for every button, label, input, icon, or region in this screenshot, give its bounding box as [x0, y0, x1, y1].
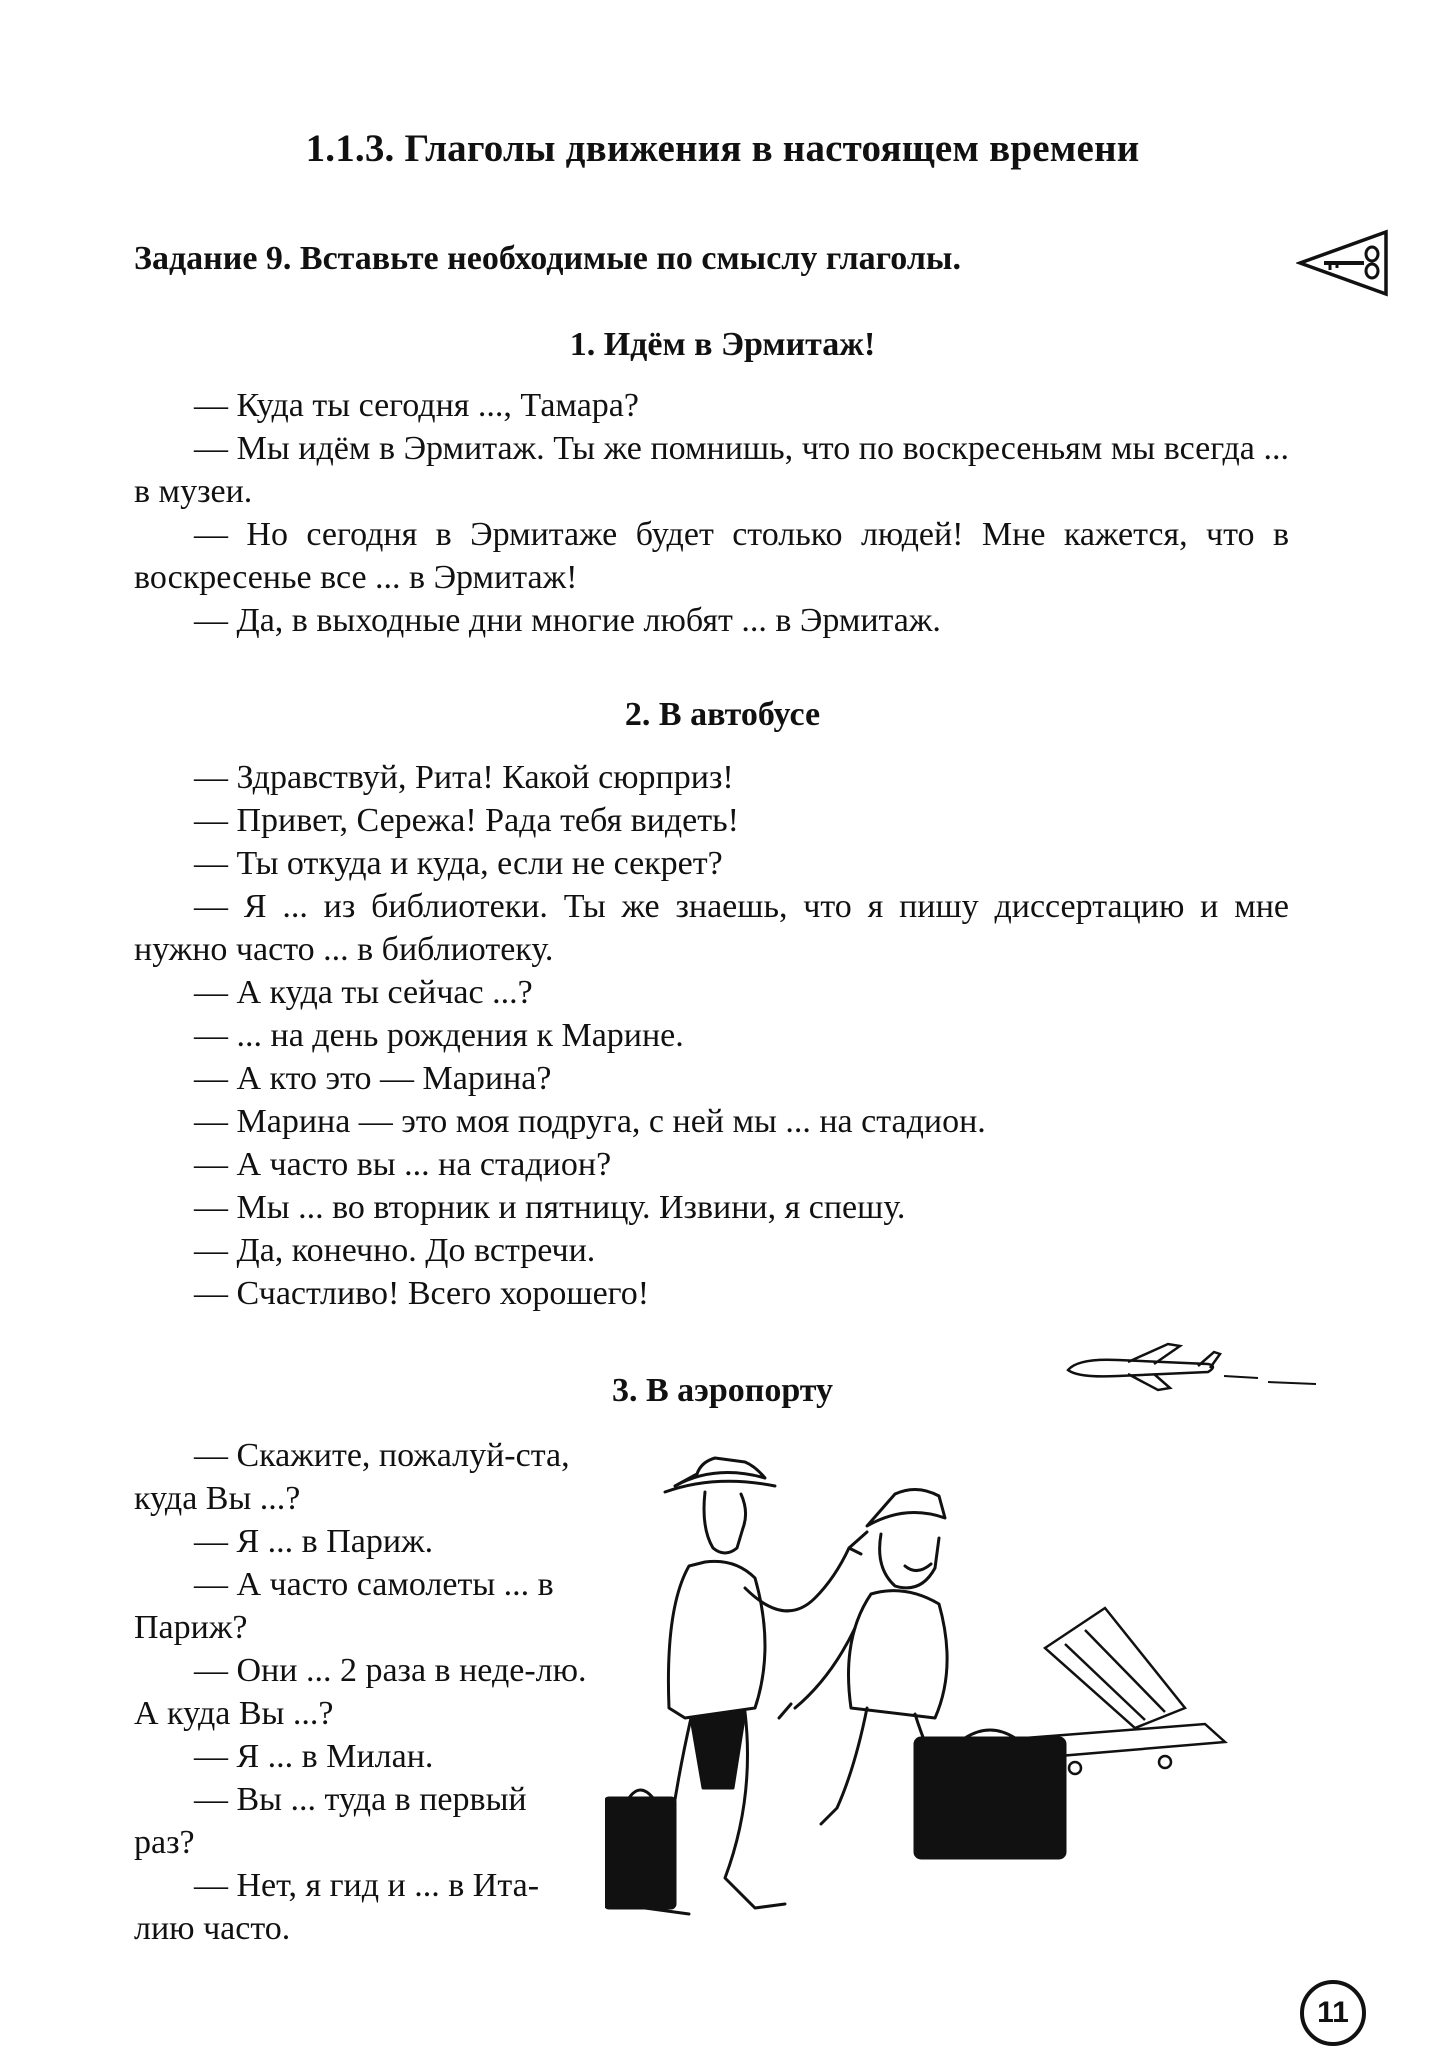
page-number: 11 [1300, 1980, 1366, 2046]
dialogue-line: — Да, в выходные дни многие любят ... в Эрмитаж. [194, 602, 941, 639]
dialogue-line: — Куда ты сегодня ..., Тамара? [194, 387, 639, 424]
dialogue-3-heading: 3. В аэропорту [611, 1372, 834, 1409]
dialogue-line: — Мы идём в Эрмитаж. Ты же помнишь, что по воскресеньям мы всегда ... в музеи. [134, 430, 1289, 510]
dialogue-2 [134, 756, 1289, 1315]
dialogue-3 [134, 1434, 594, 1950]
dialogue-line: — Они ... 2 раза в неде-лю. А куда Вы ...? [134, 1652, 587, 1732]
dialogue-line: — Здравствуй, Рита! Какой сюрприз! [194, 759, 734, 796]
dialogue-line: — Я ... в Париж. [194, 1523, 434, 1560]
dialogue-line: — А часто вы ... на стадион? [194, 1146, 612, 1183]
dialogue-line: — ... на день рождения к Марине. [194, 1017, 684, 1054]
dialogue-line: — Марина — это моя подруга, с ней мы ... на стадион. [194, 1103, 986, 1140]
dialogue-2-heading: 2. В автобусе [624, 696, 821, 733]
dialogue-line: — А часто самолеты ... в Париж? [134, 1566, 554, 1646]
dialogue-line: — Мы ... во вторник и пятницу. Извини, я спешу. [194, 1189, 906, 1226]
dialogue-1 [134, 384, 1289, 642]
dialogue-line: — Но сегодня в Эрмитаже будет столько людей! Мне кажется, что в воскресенье все ... в Эрмитаж! [134, 516, 1289, 596]
travelers-illustration [605, 1408, 1320, 1933]
dialogue-line: — А кто это — Марина? [194, 1060, 552, 1097]
dialogue-line: — А куда ты сейчас ...? [194, 974, 533, 1011]
dialogue-line: — Я ... из библиотеки. Ты же знаешь, что я пишу диссертацию и мне нужно часто ... в библиотеку. [134, 888, 1289, 968]
dialogue-line: — Скажите, пожалуй-ста, куда Вы ...? [134, 1437, 570, 1517]
key-icon [1296, 228, 1392, 298]
section-title: 1.1.3. Глаголы движения в настоящем времени [305, 127, 1140, 170]
dialogue-line: — Нет, я гид и ... в Ита-лию часто. [134, 1867, 540, 1947]
task-title: Задание 9. Вставьте необходимые по смыслу глаголы. [134, 240, 961, 277]
dialogue-line: — Вы ... туда в первый раз? [134, 1781, 527, 1861]
dialogue-line: — Привет, Сережа! Рада тебя видеть! [194, 802, 739, 839]
dialogue-line: — Счастливо! Всего хорошего! [194, 1275, 650, 1312]
airplane-illustration [1058, 1340, 1320, 1402]
dialogue-line: — Ты откуда и куда, если не секрет? [194, 845, 723, 882]
dialogue-line: — Я ... в Милан. [194, 1738, 434, 1775]
dialogue-1-heading: 1. Идём в Эрмитаж! [569, 326, 876, 363]
dialogue-line: — Да, конечно. До встречи. [194, 1232, 596, 1269]
